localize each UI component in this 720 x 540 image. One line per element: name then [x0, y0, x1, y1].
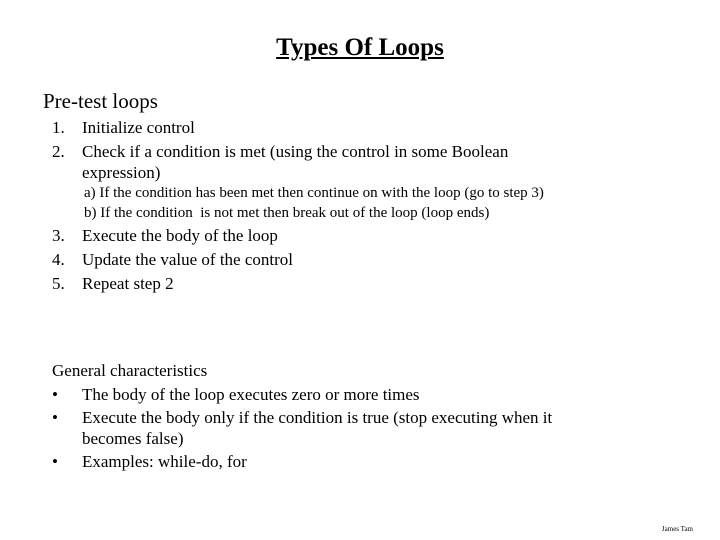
- steps-list-a: [52, 116, 508, 185]
- item-text: Check if a condition is met (using the control in some Boolean: [82, 142, 509, 161]
- item-text: Initialize control: [82, 118, 195, 137]
- item-number: 3.: [52, 226, 65, 245]
- item-text: Repeat step 2: [82, 274, 174, 293]
- item-number: 5.: [52, 274, 65, 293]
- list-item: [52, 116, 508, 140]
- bullet-continuation: becomes false): [82, 428, 184, 448]
- section-heading: Pre-test loops: [43, 89, 158, 113]
- list-item: [52, 248, 293, 272]
- bullet-icon: •: [52, 384, 58, 404]
- bullet-text: Examples: while-do, for: [82, 452, 247, 471]
- general-characteristics: [52, 359, 552, 474]
- slide-title-text: Types Of Loops: [276, 34, 444, 61]
- item-text: Update the value of the control: [82, 250, 294, 269]
- substeps-list: [84, 183, 544, 223]
- footer-author: James Tam: [661, 525, 693, 533]
- item-text: Execute the body of the loop: [82, 226, 278, 245]
- bullet-item: [52, 383, 552, 407]
- item-number: 2.: [52, 142, 65, 161]
- bullet-text: The body of the loop executes zero or more times: [82, 384, 420, 404]
- list-item: [52, 272, 293, 296]
- bullet-icon: •: [52, 408, 58, 427]
- general-heading: General characteristics: [52, 361, 208, 380]
- substep-item: a) If the condition has been met then continue on with the loop (go to step 3): [84, 185, 544, 201]
- bullet-icon: •: [52, 452, 58, 471]
- list-item: [52, 224, 293, 248]
- steps-list-b: [52, 224, 293, 296]
- item-number: 4.: [52, 250, 65, 269]
- item-continuation: expression): [82, 163, 161, 182]
- substep-item: b) If the condition is not met then break out of the loop (loop ends): [84, 205, 490, 221]
- bullet-text: Execute the body only if the condition is true (stop executing when it: [82, 408, 553, 427]
- bullet-item: [52, 450, 552, 474]
- bullet-item: [52, 406, 552, 430]
- slide-title: [0, 34, 720, 62]
- item-number: 1.: [52, 118, 65, 137]
